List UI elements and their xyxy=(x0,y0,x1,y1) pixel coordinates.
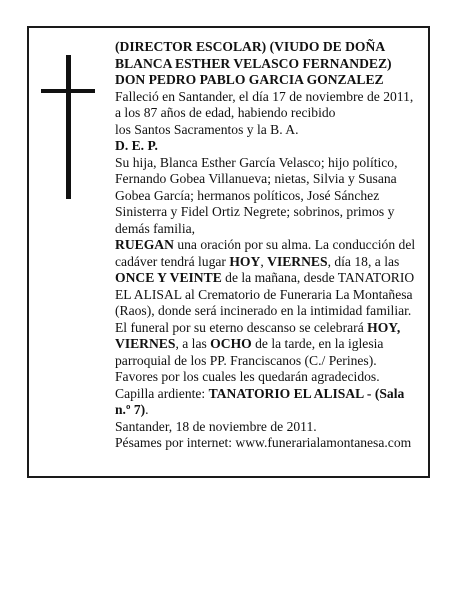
cross-vertical-bar xyxy=(66,55,71,199)
funeral-line-4: Favores por los cuales les quedarán agradecidos. xyxy=(115,369,380,384)
family-line-2: Fernando Gobea Villanueva; nietas, Silvia y Susana xyxy=(115,171,397,186)
notice-text xyxy=(115,39,427,452)
funeral-viernes-word: VIERNES xyxy=(115,336,176,351)
chapel-line-1 xyxy=(115,386,427,403)
family-line-5: demás familia, xyxy=(115,220,196,236)
request-line-2 xyxy=(115,254,427,271)
funeral-line-1-text: El funeral por su eterno descanso se celebrará xyxy=(115,319,368,335)
cross-horizontal-bar xyxy=(41,89,95,93)
death-info-line-3: los Santos Sacramentos y la B. A. xyxy=(115,121,299,137)
family-line-3: Gobea García; hermanos políticos, José Sánchez xyxy=(115,187,380,203)
funeral-line-1 xyxy=(115,320,427,337)
dep-line: D. E. P. xyxy=(115,138,158,153)
time-eleven-twenty: ONCE Y VEINTE xyxy=(115,270,222,285)
request-line-2-text-a: cadáver tendrá lugar xyxy=(115,253,230,269)
request-line-2-text-c: , día 18, a las xyxy=(327,253,400,269)
obituary-notice xyxy=(27,26,430,478)
hoy-word: HOY xyxy=(229,253,261,269)
header-line-1: (DIRECTOR ESCOLAR) (VIUDO DE DOÑA xyxy=(115,39,386,54)
chapel-location: TANATORIO EL ALISAL - (Sala xyxy=(208,385,405,401)
funeral-hoy-word: HOY, xyxy=(367,319,401,335)
funeral-line-3: parroquial de los PP. Franciscanos (C./ Perines). xyxy=(115,352,377,368)
request-line-2-text-b: , xyxy=(260,253,268,269)
header-line-2: BLANCA ESTHER VELASCO FERNANDEZ) xyxy=(115,55,392,71)
viernes-word: VIERNES xyxy=(267,253,328,269)
family-line-1: Su hija, Blanca Esther García Velasco; hijo político, xyxy=(115,154,398,170)
death-info-line-2: a los 87 años de edad, habiendo recibido xyxy=(115,105,336,120)
ruegan-word: RUEGAN xyxy=(115,237,174,252)
funeral-line-2-text-a: , a las xyxy=(175,336,211,351)
chapel-label: Capilla ardiente: xyxy=(115,385,209,401)
notice-date: Santander, 18 de noviembre de 2011. xyxy=(115,418,317,434)
request-line-1-text: una oración por su alma. La conducción del xyxy=(173,237,416,252)
funeral-line-2 xyxy=(115,336,427,353)
chapel-room: n.º 7) xyxy=(115,402,146,417)
funeral-line-2-text-b: de la tarde, en la iglesia xyxy=(251,336,384,351)
request-line-3 xyxy=(115,270,427,287)
chapel-line-2 xyxy=(115,402,427,419)
condolences-line: Pésames por internet: www.funerarialamontanesa.com xyxy=(115,435,412,450)
request-line-3-text: de la mañana, desde TANATORIO xyxy=(221,270,415,285)
death-info-line-1: Falleció en Santander, el día 17 de noviembre de 2011, xyxy=(115,88,414,104)
request-line-1 xyxy=(115,237,427,254)
deceased-name: DON PEDRO PABLO GARCIA GONZALEZ xyxy=(115,72,384,87)
family-line-4: Sinisterra y Fidel Ortiz Negrete; sobrinos, primos y xyxy=(115,204,395,219)
time-eight: OCHO xyxy=(210,336,252,351)
chapel-line-2-text: . xyxy=(145,402,149,417)
latin-cross-icon xyxy=(41,55,95,199)
request-line-4: EL ALISAL al Crematorio de Funeraria La Montañesa xyxy=(115,286,413,302)
request-line-5: (Raos), donde será incinerado en la intimidad familiar. xyxy=(115,303,412,318)
